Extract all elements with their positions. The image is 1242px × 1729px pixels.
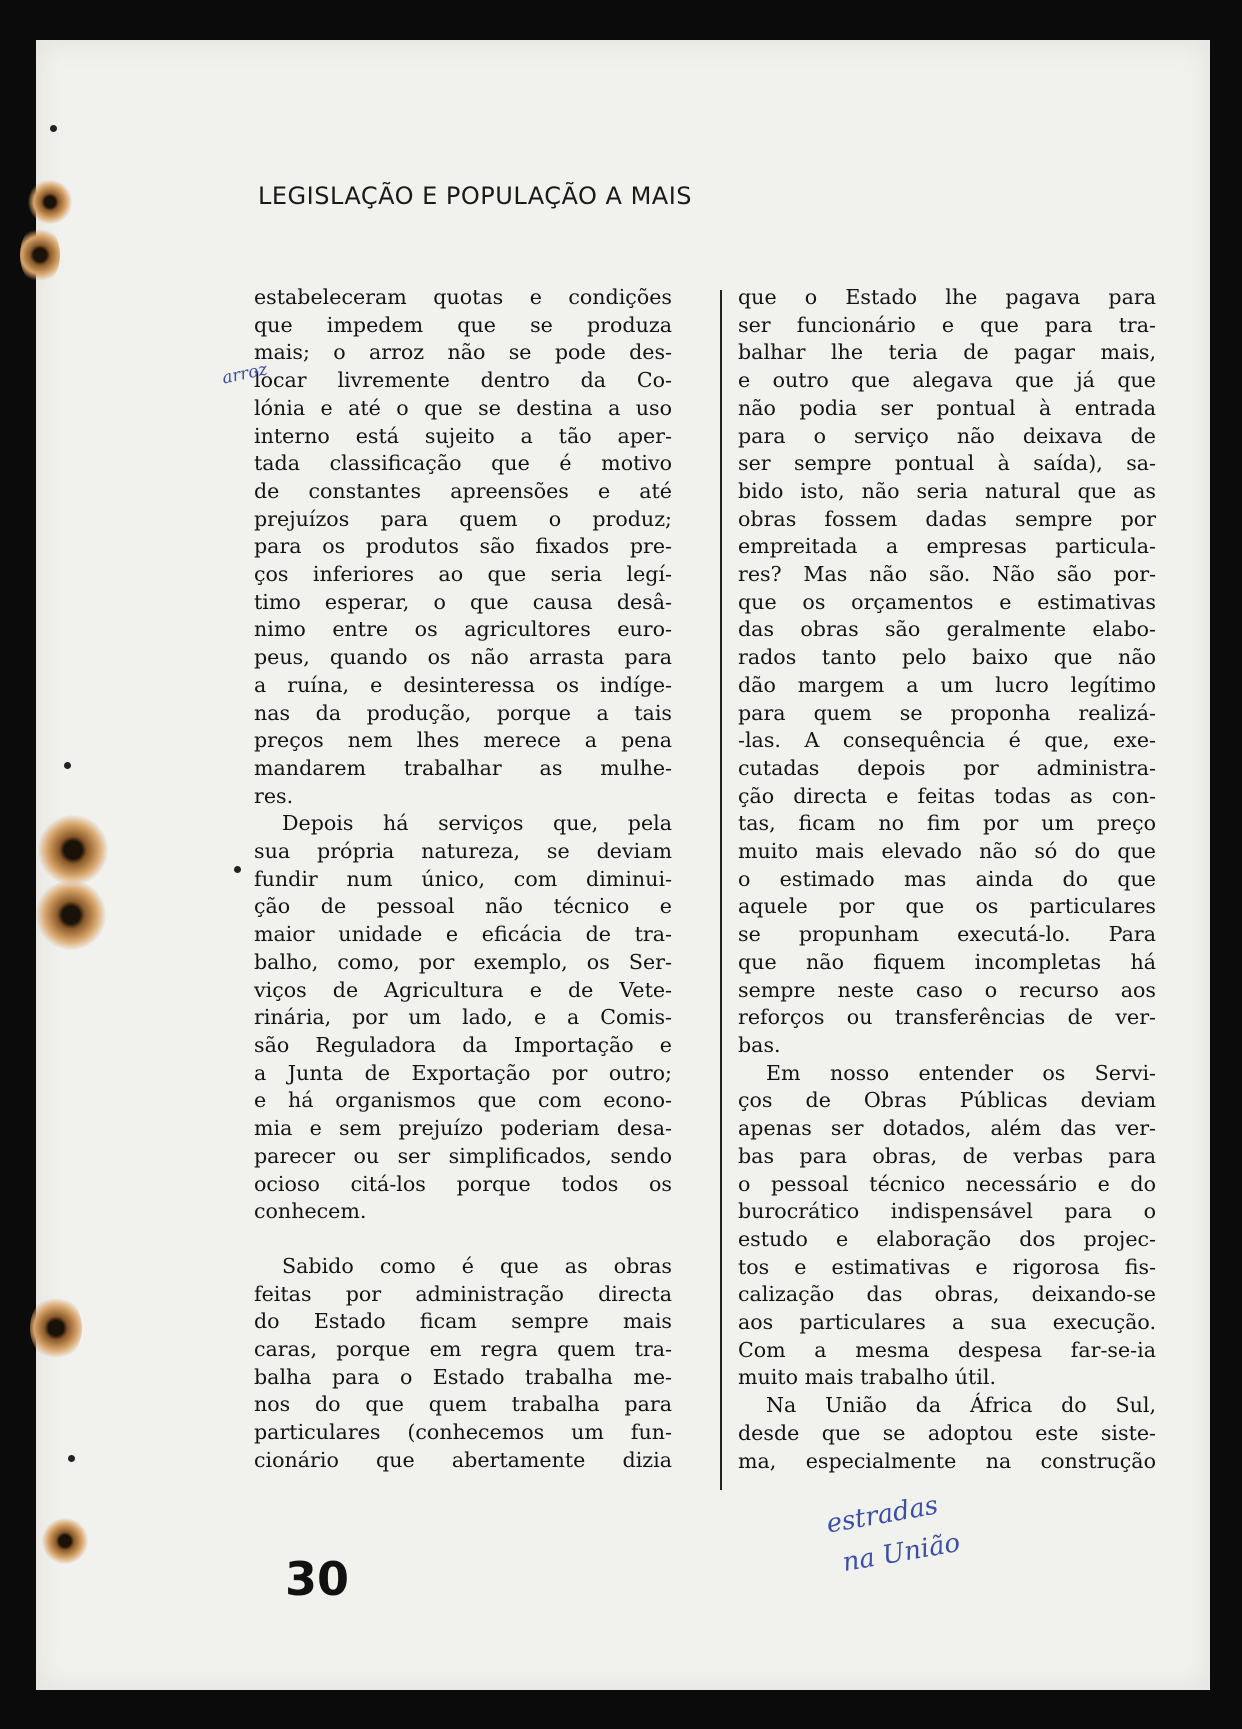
text-line: bas para obras, de verbas para (738, 1143, 1156, 1168)
text-line: tos e estimativas e rigorosa fis- (738, 1254, 1156, 1279)
text-line: tada classificação que é motivo (254, 451, 672, 476)
text-line: bido isto, não seria natural que as (738, 478, 1156, 503)
text-line: calização das obras, deixando-se (738, 1282, 1156, 1307)
text-line: empreitada a empresas particula- (738, 534, 1156, 559)
text-line: a Junta de Exportação por outro; (254, 1060, 672, 1085)
binding-hole-6 (42, 1518, 88, 1564)
text-line: ma, especialmente na construção (738, 1448, 1156, 1473)
text-line: caras, porque em regra quem tra- (254, 1337, 672, 1362)
text-line: prejuízos para quem o produz; (254, 506, 672, 531)
ink-dot (50, 125, 57, 132)
right-column (738, 284, 1156, 1484)
text-line: se propunham executá-lo. Para (738, 922, 1156, 947)
text-line: e há organismos que com econo- (254, 1088, 672, 1113)
text-line: obras fossem dadas sempre por (738, 506, 1156, 531)
text-line: lónia e até o que se destina a uso (254, 395, 672, 420)
handwritten-note-line-1: estradas (824, 1490, 941, 1540)
text-line: desde que se adoptou este siste- (738, 1420, 1156, 1445)
text-line: balho, como, por exemplo, os Ser- (254, 949, 672, 974)
text-line: cionário que abertamente dizia (254, 1447, 672, 1472)
text-line: reforços ou transferências de ver- (738, 1005, 1156, 1030)
text-line: ção de pessoal não técnico e (254, 894, 672, 919)
text-line: aquele por que os particulares (738, 894, 1156, 919)
text-line: Com a mesma despesa far-se-ia (738, 1337, 1156, 1362)
text-line: maior unidade e eficácia de tra- (254, 922, 672, 947)
text-line: nimo entre os agricultores euro- (254, 617, 672, 642)
text-line: para quem se proponha realizá- (738, 700, 1156, 725)
text-line: do Estado ficam sempre mais (254, 1309, 672, 1334)
text-line: sua própria natureza, se deviam (254, 839, 672, 864)
binding-hole-5 (30, 1295, 82, 1361)
text-line: muito mais trabalho útil. (738, 1365, 997, 1390)
text-line: o pessoal técnico necessário e do (738, 1171, 1156, 1196)
text-line: estabeleceram quotas e condições (254, 285, 672, 309)
text-line: bas. (738, 1032, 781, 1057)
text-line: particulares (conhecemos um fun- (254, 1420, 672, 1445)
text-line: para os produtos são fixados pre- (254, 534, 672, 559)
text-line: que os orçamentos e estimativas (738, 589, 1156, 614)
text-line: aos particulares a sua execução. (738, 1310, 1156, 1335)
text-line: mandarem trabalhar as mulhe- (254, 755, 672, 780)
text-line: rados tanto pelo baixo que não (738, 645, 1156, 670)
handwritten-margin-note: arroz (220, 359, 270, 389)
ink-dot (234, 866, 241, 873)
binding-hole-2 (20, 225, 60, 285)
text-line: o estimado mas ainda do que (738, 866, 1156, 891)
text-line: e outro que alegava que já que (738, 368, 1156, 393)
column-divider (720, 290, 722, 1490)
text-line: interno está sujeito a tão aper- (254, 423, 672, 448)
text-line: ços inferiores ao que seria legí- (254, 562, 672, 587)
handwritten-note-line-2: na União (840, 1527, 963, 1579)
binding-hole-4 (36, 880, 106, 950)
text-line: viços de Agricultura e de Vete- (254, 977, 672, 1002)
text-line: preços nem lhes merece a pena (254, 728, 672, 753)
ink-dot (68, 1455, 75, 1462)
text-line: muito mais elevado não só do que (738, 839, 1156, 864)
text-line: a ruína, e desinteressa os indíge- (254, 672, 672, 697)
text-line: que o Estado lhe pagava para (738, 285, 1156, 309)
text-line: das obras são geralmente elabo- (738, 617, 1156, 642)
text-line: sempre neste caso o recurso aos (738, 977, 1156, 1002)
text-line: Em nosso entender os Servi- (766, 1060, 1156, 1085)
text-line: ser sempre pontual à saída), sa- (738, 451, 1156, 476)
text-line: balha para o Estado trabalha me- (254, 1364, 672, 1389)
ink-dot (64, 762, 71, 769)
text-line: que não fiquem incompletas há (738, 949, 1156, 974)
text-line: para o serviço não deixava de (738, 423, 1156, 448)
text-line: apenas ser dotados, além das ver- (738, 1116, 1156, 1141)
text-line: parecer ou ser simplificados, sendo (254, 1143, 672, 1168)
page-number: 30 (285, 1552, 350, 1606)
text-line: não podia ser pontual à entrada (738, 395, 1156, 420)
text-line: -las. A consequência é que, exe- (738, 728, 1156, 753)
text-line: tas, ficam no fim por um preço (738, 811, 1156, 836)
text-line: res? Mas não são. Não são por- (738, 562, 1156, 587)
text-line: de constantes apreensões e até (254, 478, 672, 503)
text-line: burocrático indispensável para o (738, 1199, 1156, 1224)
text-line: Na União da África do Sul, (766, 1393, 1156, 1418)
text-line: balhar lhe teria de pagar mais, (738, 340, 1156, 365)
text-line: locar livremente dentro da Co- (254, 368, 672, 393)
text-line: nas da produção, porque a tais (254, 700, 672, 725)
text-line: são Reguladora da Importação e (254, 1032, 672, 1057)
text-line: timo esperar, o que causa desâ- (254, 589, 672, 614)
text-line: mia e sem prejuízo poderiam desa- (254, 1116, 672, 1141)
text-line: ser funcionário e que para tra- (738, 312, 1156, 337)
text-line: ção directa e feitas todas as con- (738, 783, 1156, 808)
text-line: conhecem. (254, 1199, 367, 1224)
paragraph-gap (254, 1226, 672, 1253)
binding-hole-1 (28, 180, 72, 224)
text-line: dão margem a um lucro legítimo (738, 672, 1156, 697)
text-line: ocioso citá-los porque todos os (254, 1171, 672, 1196)
text-line: nos do que quem trabalha para (254, 1392, 672, 1417)
text-line: rinária, por um lado, e a Comis- (254, 1005, 672, 1030)
left-column (254, 284, 672, 1484)
text-line: ços de Obras Públicas deviam (738, 1088, 1156, 1113)
text-line: estudo e elaboração dos projec- (738, 1226, 1156, 1251)
text-line: mais; o arroz não se pode des- (254, 340, 672, 365)
text-line: res. (254, 783, 294, 808)
text-line: feitas por administração directa (254, 1281, 672, 1306)
page-header: LEGISLAÇÃO E POPULAÇÃO A MAIS (258, 182, 693, 210)
binding-hole-3 (38, 815, 108, 885)
text-line: Sabido como é que as obras (282, 1253, 672, 1278)
text-line: cutadas depois por administra- (738, 755, 1156, 780)
text-line: fundir num único, com diminui- (254, 866, 672, 891)
text-line: peus, quando os não arrasta para (254, 645, 672, 670)
text-line: que impedem que se produza (254, 312, 672, 337)
text-line: Depois há serviços que, pela (282, 811, 672, 836)
